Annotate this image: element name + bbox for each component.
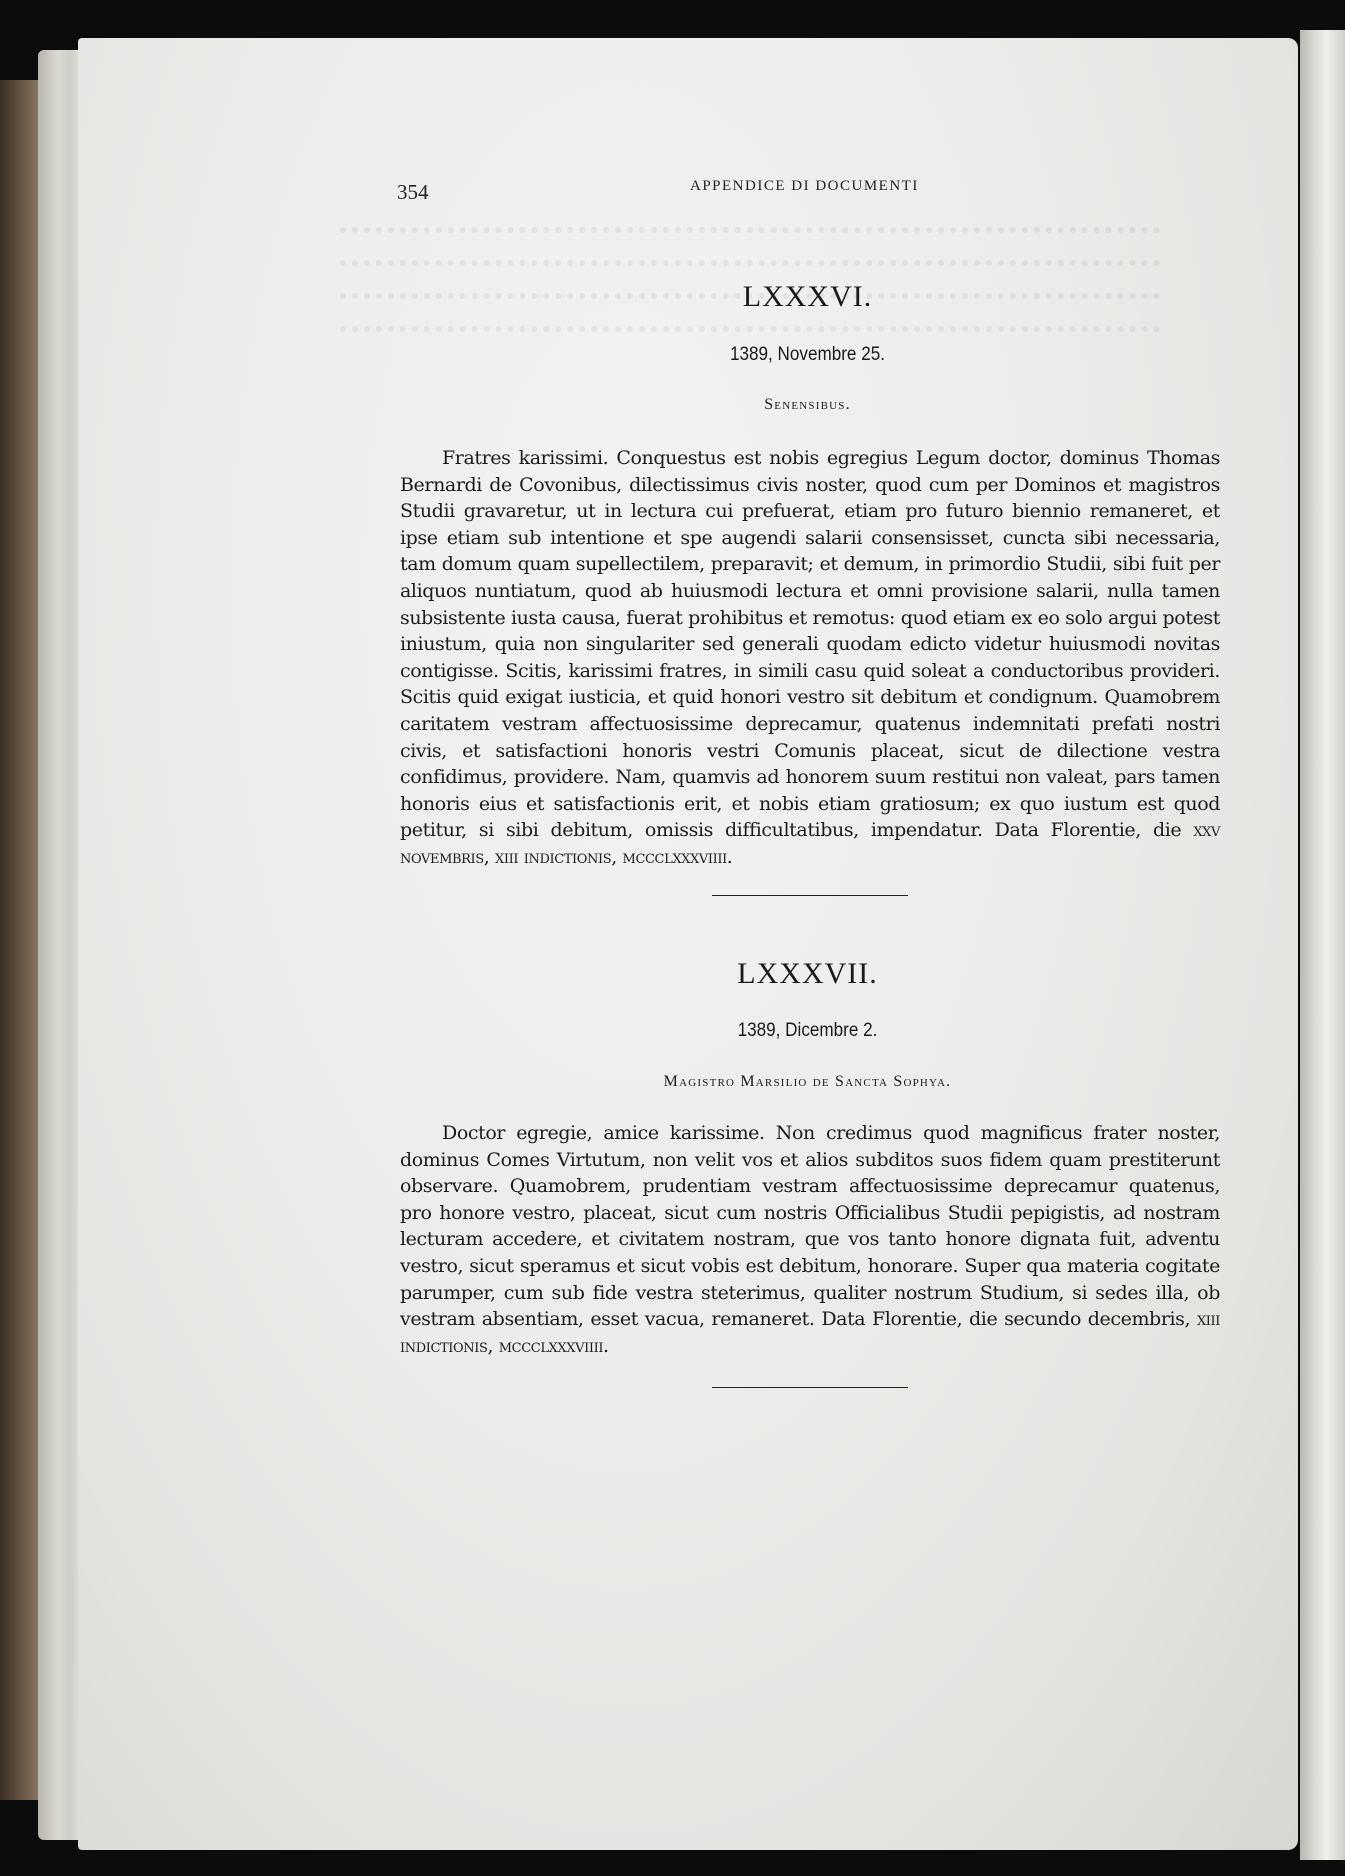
document-body xyxy=(400,445,1220,871)
letter-main-text: Fratres karissimi. Conquestus est nobis egregius Legum doctor, dominus Thomas Bernardi de Covonibus, dilectissimus civis noster, quod cum per Dominos et magistros Studii gravaretur, ut in lectura cui prefuerat, etiam pro futuro biennio remaneret, et ipse etiam sub intentione et spe augendi salarii consensisset, cuncta sibi necessaria, tam domum quam supellectilem, preparavit; et demum, in primordio Studii, sibi fuit per aliquos nuntiatum, quod ab huiusmodi lectura et omni provisione salarii, nulla tamen subsistente iusta causa, fuerat prohibitus et remotus: quod etiam ex eo solo argui potest iniustum, quia non singulariter sed generali quodam edicto videtur huiusmodi novitas contigisse. Scitis, karissimi fratres, in simili casu quid soleat a conductoribus provideri. Scitis quid exigat iusticia, et quid honori vestro sit debitum et condignum. Quamobrem caritatem vestram affectuosissime deprecamur, quatenus indemnitati prefati nostri civis, et satisfactioni honoris vestri Comunis placeat, sicut de dilectione vestra confidimus, providere. Nam, quamvis ad honorem suum restitui non valeat, pars tamen honoris eius et satisfactionis erit, et nobis etiam gratiosum; ex quo iustum est quod petitur, si sibi debitum, omissis difficultatibus, impendatur. Data Florentie, die xyxy=(400,447,1220,842)
section-divider xyxy=(712,1387,908,1388)
letter-text xyxy=(400,1120,1220,1359)
letter-text xyxy=(400,445,1220,871)
document-numeral: LXXXVII. xyxy=(737,957,878,990)
document-body xyxy=(400,1120,1220,1359)
section-divider xyxy=(712,895,908,896)
document-addressee: Senensibus. xyxy=(764,396,851,413)
document-date: 1389, Dicembre 2. xyxy=(737,1020,878,1041)
date-line: xxv novembris, xiii indictionis, mccclxxxviiii. xyxy=(400,819,1221,868)
running-title: APPENDICE DI DOCUMENTI xyxy=(690,178,919,194)
document-numeral: LXXXVI. xyxy=(742,280,873,313)
document-date: 1389, Novembre 25. xyxy=(730,344,885,365)
page-number: 354 xyxy=(397,180,429,204)
facing-page-edge xyxy=(1300,30,1345,1860)
letter-main-text: Doctor egregie, amice karissime. Non credimus quod magnificus frater noster, dominus Comes Virtutum, non velit vos et alios subditos suos fidem quam prestiterunt observare. Quamobrem, prudentiam vestram affectuosissime deprecamur quatenus, pro honore vestro, placeat, sicut cum nostris Officialibus Studii pepigistis, ad nostram lecturam accedere, et civitatem nostram, que vos tanto honore dignata fuit, adventu vestro, sicut speramus et sicut vobis est debitum, honorare. Super qua materia cogitate parumper, cum sub fide vestra steterimus, qualiter nostrum Studium, si sedes illa, ob vestram absentiam, esset vacua, remaneret. Data Florentie, die secundo decembris, xyxy=(400,1122,1220,1331)
document-addressee: Magistro Marsilio de Sancta Sophya. xyxy=(663,1073,952,1090)
date-line: xiii indictionis, mccclxxxviiii. xyxy=(400,1308,1220,1357)
